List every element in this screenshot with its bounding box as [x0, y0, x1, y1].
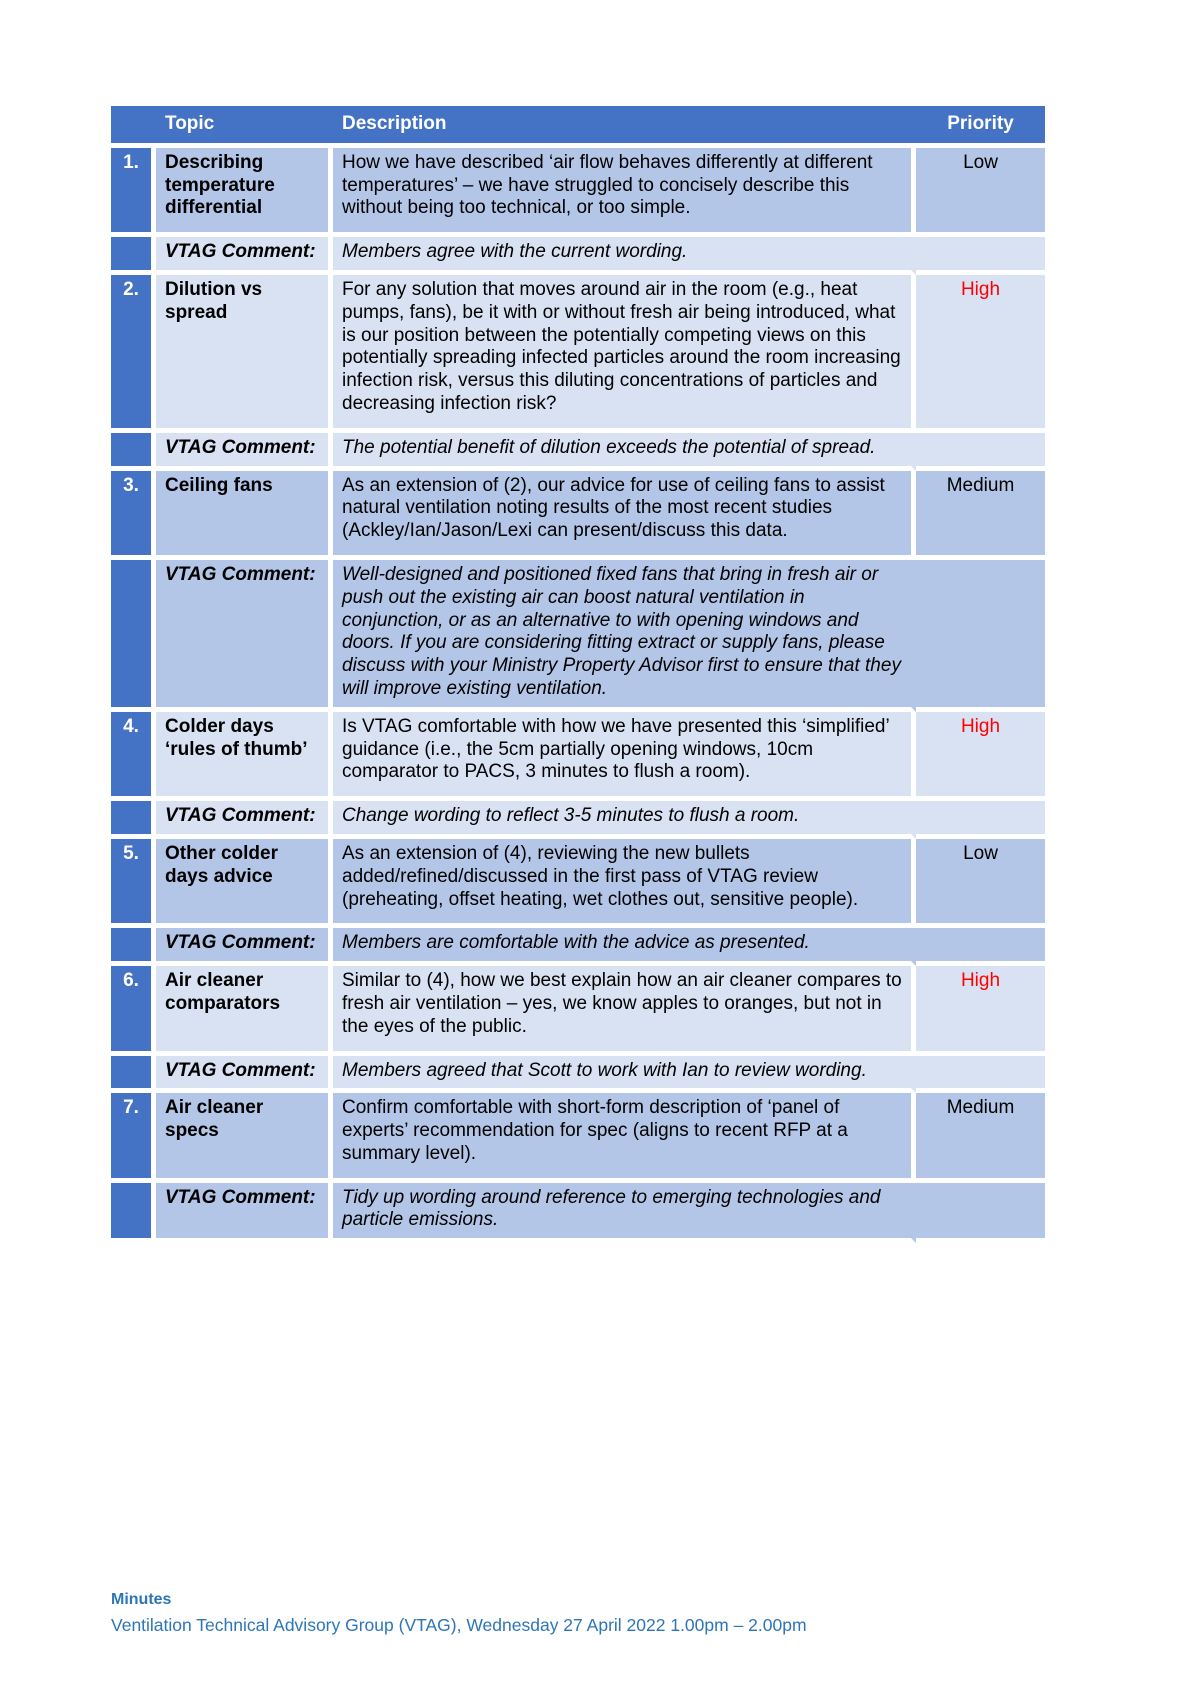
vtag-comment-text-cell: The potential benefit of dilution exceeds the potential of spread. — [333, 433, 916, 471]
priority-cell: High — [916, 966, 1045, 1055]
vtag-comment-row-7 — [111, 1183, 1045, 1244]
row-number-cell: 4. — [111, 712, 156, 801]
row-number-cell: 5. — [111, 839, 156, 928]
comment-priority-spacer-cell — [916, 928, 1045, 966]
topic-row-4 — [111, 712, 1045, 801]
priority-cell: Medium — [916, 1093, 1045, 1182]
description-cell: As an extension of (2), our advice for use of ceiling fans to assist natural ventilation noting results of the most recent studies (Ackley/Ian/Jason/Lexi can present/discuss this data. — [333, 471, 916, 560]
topic-row-2 — [111, 275, 1045, 433]
page-footer — [111, 1588, 807, 1638]
vtag-comment-text-cell: Change wording to reflect 3-5 minutes to flush a room. — [333, 801, 916, 839]
topic-row-3 — [111, 471, 1045, 560]
vtag-comment-row-5 — [111, 928, 1045, 966]
vtag-comment-row-3 — [111, 560, 1045, 712]
vtag-comment-text-cell: Members agreed that Scott to work with Ian to review wording. — [333, 1056, 916, 1094]
row-number-cell: 3. — [111, 471, 156, 560]
description-cell: Confirm comfortable with short-form description of ‘panel of experts’ recommendation for spec (aligns to recent RFP at a summary level). — [333, 1093, 916, 1182]
vtag-comment-label-cell: VTAG Comment: — [156, 560, 333, 712]
topic-row-1 — [111, 148, 1045, 237]
vtag-comment-label-cell: VTAG Comment: — [156, 433, 333, 471]
table-header-row — [111, 106, 1045, 148]
topic-row-6 — [111, 966, 1045, 1055]
comment-number-spacer-cell — [111, 237, 156, 275]
comment-priority-spacer-cell — [916, 1183, 1045, 1244]
column-header-priority: Priority — [947, 113, 1014, 134]
vtag-comment-label-cell: VTAG Comment: — [156, 928, 333, 966]
topic-cell: Other colder days advice — [156, 839, 333, 928]
vtag-topics-table — [111, 106, 1045, 1243]
comment-number-spacer-cell — [111, 1183, 156, 1244]
footer-meeting-title: Ventilation Technical Advisory Group (VTAG), Wednesday 27 April 2022 1.00pm – 2.00pm — [111, 1615, 807, 1635]
comment-number-spacer-cell — [111, 560, 156, 712]
vtag-table-body — [111, 148, 1045, 1243]
vtag-comment-label-cell: VTAG Comment: — [156, 1183, 333, 1244]
vtag-comment-text-cell: Tidy up wording around reference to emerging technologies and particle emissions. — [333, 1183, 916, 1244]
priority-cell: Low — [916, 839, 1045, 928]
description-cell: As an extension of (4), reviewing the new bullets added/refined/discussed in the first pass of VTAG review (preheating, offset heating, wet clothes out, sensitive people). — [333, 839, 916, 928]
description-cell: For any solution that moves around air in the room (e.g., heat pumps, fans), be it with or without fresh air being introduced, what is our position between the potentially competing views on this potentially spreading infected particles around the room increasing infection risk, versus this diluting concentrations of particles and decreasing infection risk? — [333, 275, 916, 433]
priority-cell: Medium — [916, 471, 1045, 560]
comment-number-spacer-cell — [111, 1056, 156, 1094]
row-number-cell: 2. — [111, 275, 156, 433]
description-cell: Is VTAG comfortable with how we have presented this ‘simplified’ guidance (i.e., the 5cm partially opening windows, 10cm comparator to PACS, 3 minutes to flush a room). — [333, 712, 916, 801]
topic-cell: Dilution vs spread — [156, 275, 333, 433]
topic-cell: Air cleaner comparators — [156, 966, 333, 1055]
column-header-topic: Topic — [165, 113, 215, 134]
column-header-number — [111, 106, 156, 143]
comment-priority-spacer-cell — [916, 801, 1045, 839]
comment-priority-spacer-cell — [916, 560, 1045, 712]
comment-number-spacer-cell — [111, 433, 156, 471]
comment-number-spacer-cell — [111, 928, 156, 966]
vtag-comment-label-cell: VTAG Comment: — [156, 801, 333, 839]
priority-cell: High — [916, 712, 1045, 801]
row-number-cell: 7. — [111, 1093, 156, 1182]
vtag-comment-label-cell: VTAG Comment: — [156, 1056, 333, 1094]
topic-cell: Describing temperature differential — [156, 148, 333, 237]
description-cell: How we have described ‘air flow behaves differently at different temperatures’ – we have struggled to concisely describe this without being too technical, or too simple. — [333, 148, 916, 237]
topic-row-7 — [111, 1093, 1045, 1182]
column-header-description: Description — [342, 113, 447, 134]
topic-cell: Ceiling fans — [156, 471, 333, 560]
vtag-comment-row-1 — [111, 237, 1045, 275]
vtag-comment-text-cell: Members are comfortable with the advice as presented. — [333, 928, 916, 966]
row-number-cell: 6. — [111, 966, 156, 1055]
vtag-comment-row-6 — [111, 1056, 1045, 1094]
vtag-comment-row-4 — [111, 801, 1045, 839]
priority-cell: Low — [916, 148, 1045, 237]
description-cell: Similar to (4), how we best explain how an air cleaner compares to fresh air ventilation – yes, we know apples to oranges, but not in the eyes of the public. — [333, 966, 916, 1055]
vtag-comment-label-cell: VTAG Comment: — [156, 237, 333, 275]
topic-row-5 — [111, 839, 1045, 928]
priority-cell: High — [916, 275, 1045, 433]
comment-number-spacer-cell — [111, 801, 156, 839]
comment-priority-spacer-cell — [916, 237, 1045, 275]
footer-minutes-heading: Minutes — [111, 1591, 172, 1608]
comment-priority-spacer-cell — [916, 1056, 1045, 1094]
topic-cell: Air cleaner specs — [156, 1093, 333, 1182]
row-number-cell: 1. — [111, 148, 156, 237]
vtag-comment-text-cell: Well-designed and positioned fixed fans that bring in fresh air or push out the existing air can boost natural ventilation in conjunction, or as an alternative to with opening windows and doors. If you are considering fitting extract or supply fans, please discuss with your Ministry Property Advisor first to ensure that they will improve existing ventilation. — [333, 560, 916, 712]
table-header — [111, 106, 1045, 148]
comment-priority-spacer-cell — [916, 433, 1045, 471]
vtag-comment-row-2 — [111, 433, 1045, 471]
topic-cell: Colder days ‘rules of thumb’ — [156, 712, 333, 801]
vtag-comment-text-cell: Members agree with the current wording. — [333, 237, 916, 275]
